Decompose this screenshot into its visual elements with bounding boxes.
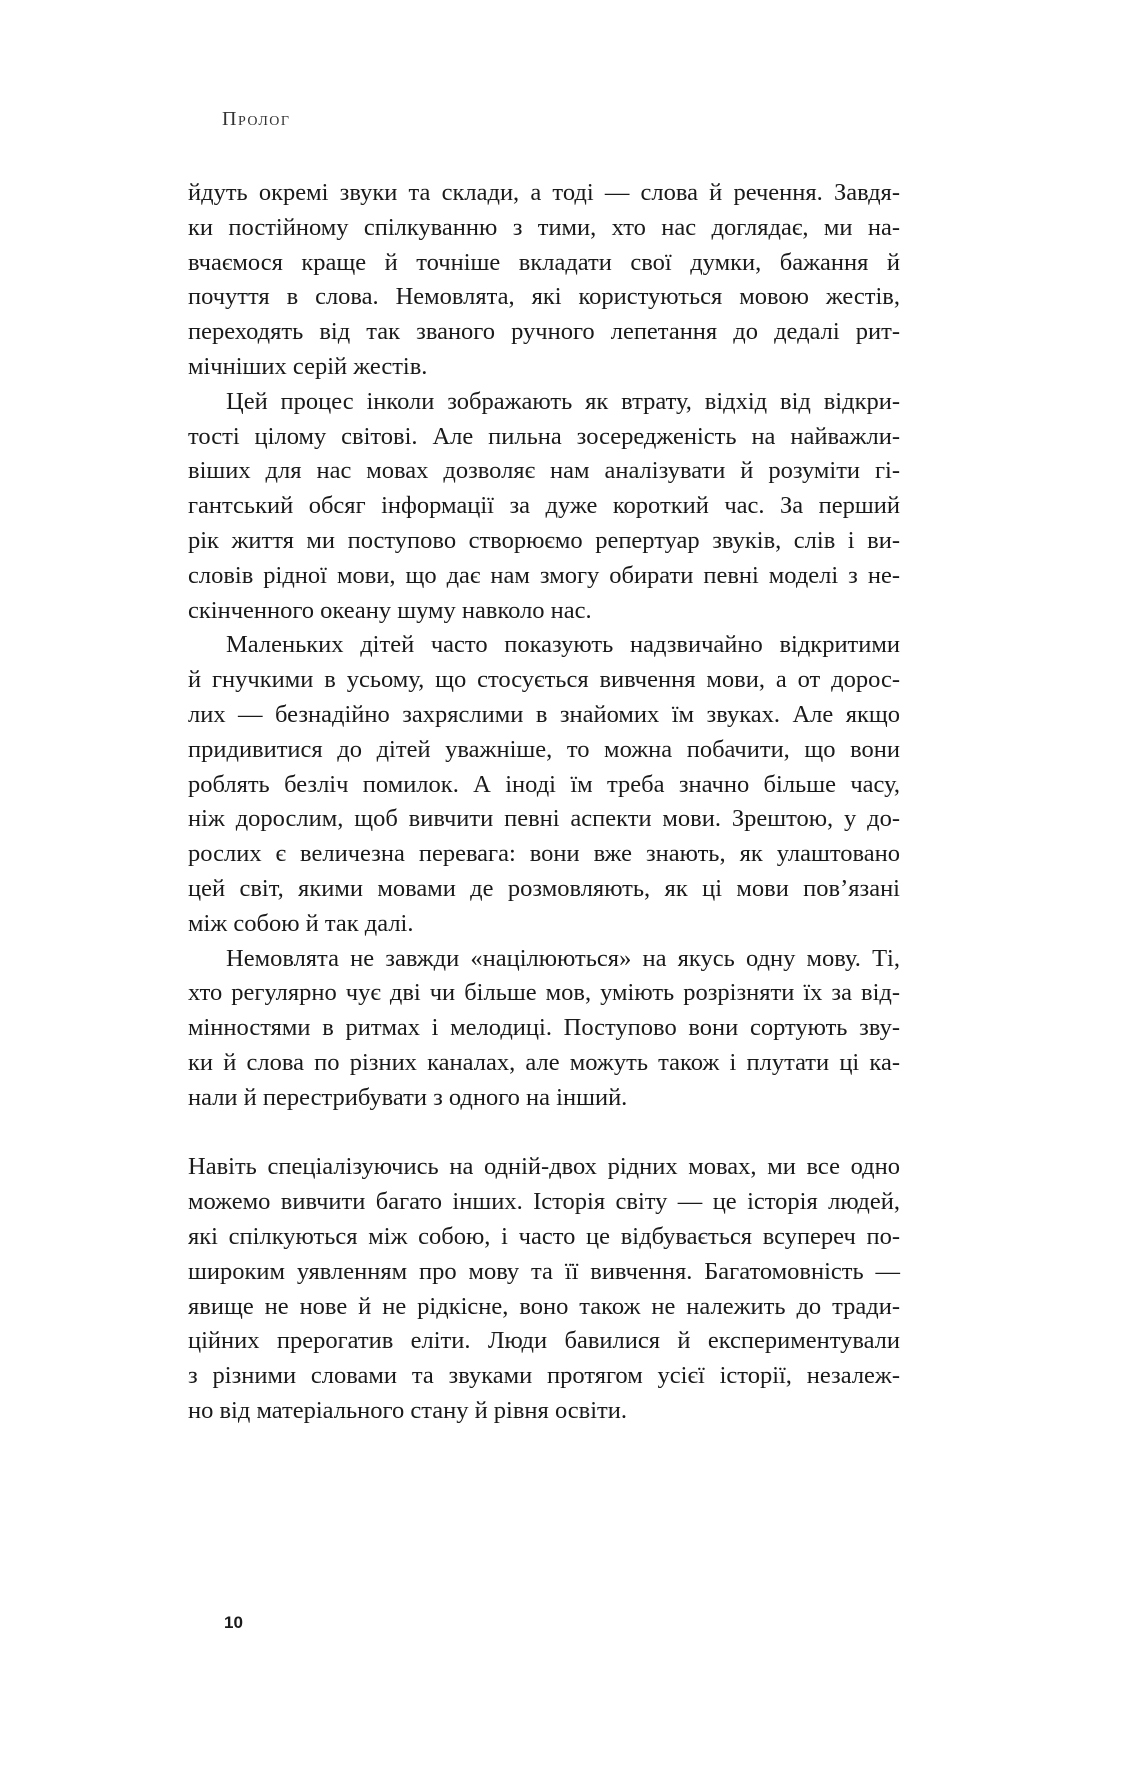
- body-text: [188, 176, 900, 1429]
- text-line: скінченного океану шуму навколо нас.: [188, 596, 592, 624]
- text-line: мічніших серій жестів.: [188, 352, 428, 380]
- text-line: можемо вивчити багато інших. Історія світу — це історія людей,: [188, 1188, 900, 1216]
- text-line: лих — безнадійно захряслими в знайомих їм звуках. Але якщо: [188, 700, 900, 728]
- text-line: Навіть спеціалізуючись на одній-двох рідних мовах, ми все одно: [188, 1153, 900, 1181]
- text-line: йдуть окремі звуки та склади, а тоді — слова й речення. Завдя-: [188, 179, 900, 206]
- text-line: з різними словами та звуками протягом усієї історії, незалеж-: [188, 1362, 900, 1390]
- paragraph: [188, 628, 900, 941]
- paragraph: [188, 385, 900, 629]
- text-line: роблять безліч помилок. А іноді їм треба значно більше часу,: [188, 770, 900, 798]
- running-head-title: Пролог: [222, 108, 291, 130]
- text-line: вчаємося краще й точніше вкладати свої думки, бажання й: [188, 248, 900, 276]
- text-line: словів рідної мови, що дає нам змогу обирати певні моделі з не-: [188, 561, 900, 589]
- paragraph: [188, 1150, 900, 1428]
- text-line: ційних прерогатив еліти. Люди бавилися й експериментували: [188, 1327, 900, 1355]
- text-line: мінностями в ритмах і мелодиці. Поступово вони сортують зву-: [188, 1014, 900, 1042]
- text-line: тості цілому світові. Але пильна зосередженість на найважли-: [188, 422, 900, 450]
- text-line: Маленьких дітей часто показують надзвичайно відкритими: [226, 631, 900, 659]
- text-line: Цей процес інколи зображають як втрату, відхід від відкри-: [226, 387, 900, 415]
- text-line: придивитися до дітей уважніше, то можна побачити, що вони: [188, 735, 900, 763]
- text-line: Немовлята не завжди «націлюються» на якусь одну мову. Ті,: [226, 944, 900, 972]
- text-line: ки й слова по різних каналах, але можуть також і плутати ці ка-: [188, 1048, 900, 1076]
- paragraph: [188, 176, 900, 385]
- text-line: переходять від так званого ручного лепетання до дедалі рит-: [188, 318, 900, 346]
- page-number: 10: [224, 1613, 243, 1632]
- text-line: хто регулярно чує дві чи більше мов, уміють розрізняти їх за від-: [188, 979, 900, 1007]
- text-line: но від матеріального стану й рівня освіти.: [188, 1396, 627, 1424]
- text-line: цей світ, якими мовами де розмовляють, як ці мови пов’язані: [188, 874, 900, 902]
- text-line: ніж дорослим, щоб вивчити певні аспекти мови. Зрештою, у до-: [188, 805, 900, 833]
- text-line: рослих є величезна перевага: вони вже знають, як улаштовано: [188, 840, 900, 868]
- text-line: почуття в слова. Немовлята, які користуються мовою жестів,: [188, 283, 900, 311]
- paragraph: [188, 942, 900, 1116]
- text-line: віших для нас мовах дозволяє нам аналізувати й розуміти гі-: [188, 457, 900, 485]
- text-line: рік життя ми поступово створюємо репертуар звуків, слів і ви-: [188, 526, 900, 554]
- text-line: нали й перестрибувати з одного на інший.: [188, 1083, 628, 1111]
- text-line: гантський обсяг інформації за дуже короткий час. За перший: [188, 492, 900, 520]
- text-line: широким уявленням про мову та її вивчення. Багатомовність —: [188, 1257, 900, 1285]
- text-line: ки постійному спілкуванню з тими, хто нас доглядає, ми на-: [188, 213, 900, 241]
- section-break: [188, 1116, 900, 1151]
- text-line: явище не нове й не рідкісне, воно також не належить до тради-: [188, 1292, 900, 1320]
- text-line: між собою й так далі.: [188, 909, 414, 937]
- text-line: й гнучкими в усьому, що стосується вивчення мови, а от дорос-: [188, 666, 900, 694]
- text-line: які спілкуються між собою, і часто це відбувається всупереч по-: [188, 1222, 900, 1250]
